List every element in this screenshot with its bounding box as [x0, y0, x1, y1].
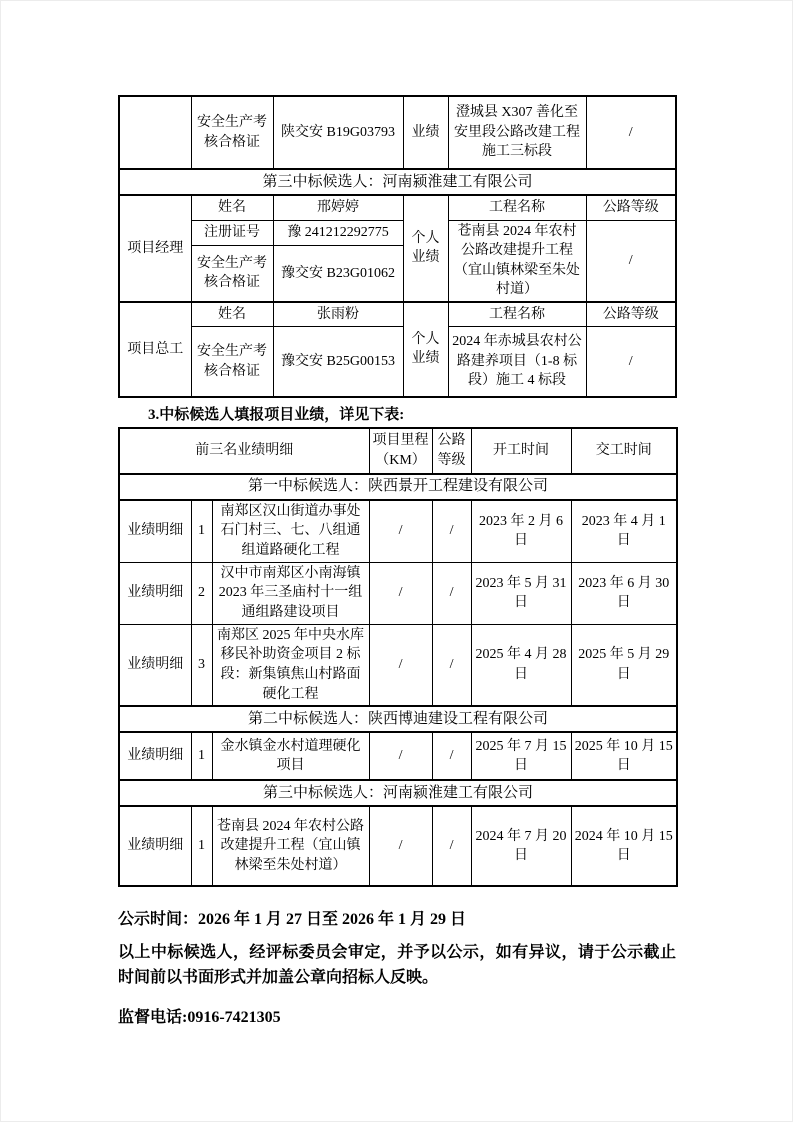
grade-cell: / [432, 562, 471, 624]
chief-grade-cell: / [586, 327, 676, 397]
table-row [119, 302, 676, 327]
row-label-cell: 业绩明细 [119, 732, 191, 780]
pm-grade-cell: / [586, 220, 676, 302]
chief-name-label-cell: 姓名 [191, 302, 273, 327]
grade-cell: / [432, 500, 471, 562]
project-cell: 汉中市南郑区小南海镇 2023 年三圣庙村十一组通组路建设项目 [212, 562, 369, 624]
publicity-period-line: 公示时间：2026 年 1 月 27 日至 2026 年 1 月 29 日 [118, 911, 467, 929]
table-row [119, 562, 677, 624]
pm-reg-no-cell: 豫 241212292775 [273, 220, 403, 246]
table-row [119, 96, 676, 169]
candidate2-banner: 第二中标候选人：陕西博迪建设工程有限公司 [119, 706, 677, 732]
table-row [119, 500, 677, 562]
pm-role-cell: 项目经理 [119, 195, 191, 302]
performance-label-cell: 业绩 [403, 96, 448, 169]
candidate2-banner-row [119, 706, 677, 732]
pm-performance-label-cell: 个人业绩 [403, 195, 448, 302]
pm-project-header-cell: 工程名称 [448, 195, 586, 220]
grade-cell: / [432, 806, 471, 886]
mileage-cell: / [369, 500, 432, 562]
row-no-cell: 1 [191, 500, 212, 562]
mileage-cell: / [369, 732, 432, 780]
start-date-cell: 2023 年 2 月 6 日 [471, 500, 571, 562]
header-finish-cell: 交工时间 [571, 428, 677, 474]
pm-cert-label-cell: 安全生产考核合格证 [191, 246, 273, 302]
row-no-cell: 1 [191, 806, 212, 886]
chief-performance-label-cell: 个人业绩 [403, 302, 448, 397]
pm-reg-label-cell: 注册证号 [191, 220, 273, 246]
grade-cell: / [432, 624, 471, 706]
chief-project-header-cell: 工程名称 [448, 302, 586, 327]
pm-cert-no-cell: 豫交安 B23G01062 [273, 246, 403, 302]
chief-project-cell: 2024 年赤城县农村公路建养项目（1-8 标段）施工 4 标段 [448, 327, 586, 397]
row-label-cell: 业绩明细 [119, 624, 191, 706]
pm-grade-header-cell: 公路等级 [586, 195, 676, 220]
chief-name-cell: 张雨粉 [273, 302, 403, 327]
objection-notice: 以上中标候选人，经评标委员会审定，并予以公示，如有异议，请于公示截止时间前以书面形式并加盖公章向招标人反映。 [118, 944, 676, 986]
mileage-cell: / [369, 806, 432, 886]
row-label-cell: 业绩明细 [119, 806, 191, 886]
table-row [119, 624, 677, 706]
header-mileage-cell: 项目里程（KM） [369, 428, 432, 474]
table-row [119, 195, 676, 220]
supervision-phone-line: 监督电话:0916-7421305 [118, 1008, 281, 1026]
road-grade-cell: / [586, 96, 676, 169]
chief-cert-label-cell: 安全生产考核合格证 [191, 327, 273, 397]
project-name-cell: 澄城县 X307 善化至安里段公路改建工程施工三标段 [448, 96, 586, 169]
pm-name-cell: 邢婷婷 [273, 195, 403, 220]
role-cell-empty [119, 96, 191, 169]
cert-value-cell: 陕交安 B19G03793 [273, 96, 403, 169]
project-cell: 南郑区汉山街道办事处石门村三、七、八组通组道路硬化工程 [212, 500, 369, 562]
candidate1-banner-row [119, 474, 677, 500]
header-grade-cell: 公路等级 [432, 428, 471, 474]
project-performance-table [118, 427, 678, 887]
finish-date-cell: 2025 年 5 月 29 日 [571, 624, 677, 706]
row-no-cell: 2 [191, 562, 212, 624]
footer [118, 906, 676, 1027]
start-date-cell: 2025 年 4 月 28 日 [471, 624, 571, 706]
project-cell: 苍南县 2024 年农村公路改建提升工程（宜山镇林梁至朱处村道） [212, 806, 369, 886]
candidate1-banner: 第一中标候选人：陕西景开工程建设有限公司 [119, 474, 677, 500]
table-row [119, 732, 677, 780]
project-cell: 金水镇金水村道理硬化项目 [212, 732, 369, 780]
chief-role-cell: 项目总工 [119, 302, 191, 397]
table-header-row [119, 428, 677, 474]
start-date-cell: 2024 年 7 月 20 日 [471, 806, 571, 886]
mileage-cell: / [369, 624, 432, 706]
candidate3-banner-row [119, 169, 676, 195]
table-row [119, 806, 677, 886]
chief-grade-header-cell: 公路等级 [586, 302, 676, 327]
mileage-cell: / [369, 562, 432, 624]
personnel-certificates-table [118, 95, 677, 398]
chief-cert-no-cell: 豫交安 B25G00153 [273, 327, 403, 397]
header-start-cell: 开工时间 [471, 428, 571, 474]
row-label-cell: 业绩明细 [119, 562, 191, 624]
finish-date-cell: 2024 年 10 月 15 日 [571, 806, 677, 886]
grade-cell: / [432, 732, 471, 780]
candidate3-banner-row [119, 780, 677, 806]
start-date-cell: 2023 年 5 月 31 日 [471, 562, 571, 624]
finish-date-cell: 2023 年 4 月 1 日 [571, 500, 677, 562]
table-row [119, 220, 676, 246]
finish-date-cell: 2023 年 6 月 30 日 [571, 562, 677, 624]
header-detail-cell: 前三名业绩明细 [119, 428, 369, 474]
pm-project-cell: 苍南县 2024 年农村公路改建提升工程（宜山镇林梁至朱处村道） [448, 220, 586, 302]
row-no-cell: 1 [191, 732, 212, 780]
candidate3-banner: 第三中标候选人：河南颍淮建工有限公司 [119, 780, 677, 806]
project-cell: 南郑区 2025 年中央水库移民补助资金项目 2 标段：新集镇焦山村路面硬化工程 [212, 624, 369, 706]
table-row [119, 327, 676, 397]
candidate3-banner: 第三中标候选人：河南颍淮建工有限公司 [119, 169, 676, 195]
pm-name-label-cell: 姓名 [191, 195, 273, 220]
start-date-cell: 2025 年 7 月 15 日 [471, 732, 571, 780]
row-label-cell: 业绩明细 [119, 500, 191, 562]
finish-date-cell: 2025 年 10 月 15 日 [571, 732, 677, 780]
cert-label-cell: 安全生产考核合格证 [191, 96, 273, 169]
section3-heading: 3.中标候选人填报项目业绩，详见下表: [148, 406, 405, 423]
row-no-cell: 3 [191, 624, 212, 706]
